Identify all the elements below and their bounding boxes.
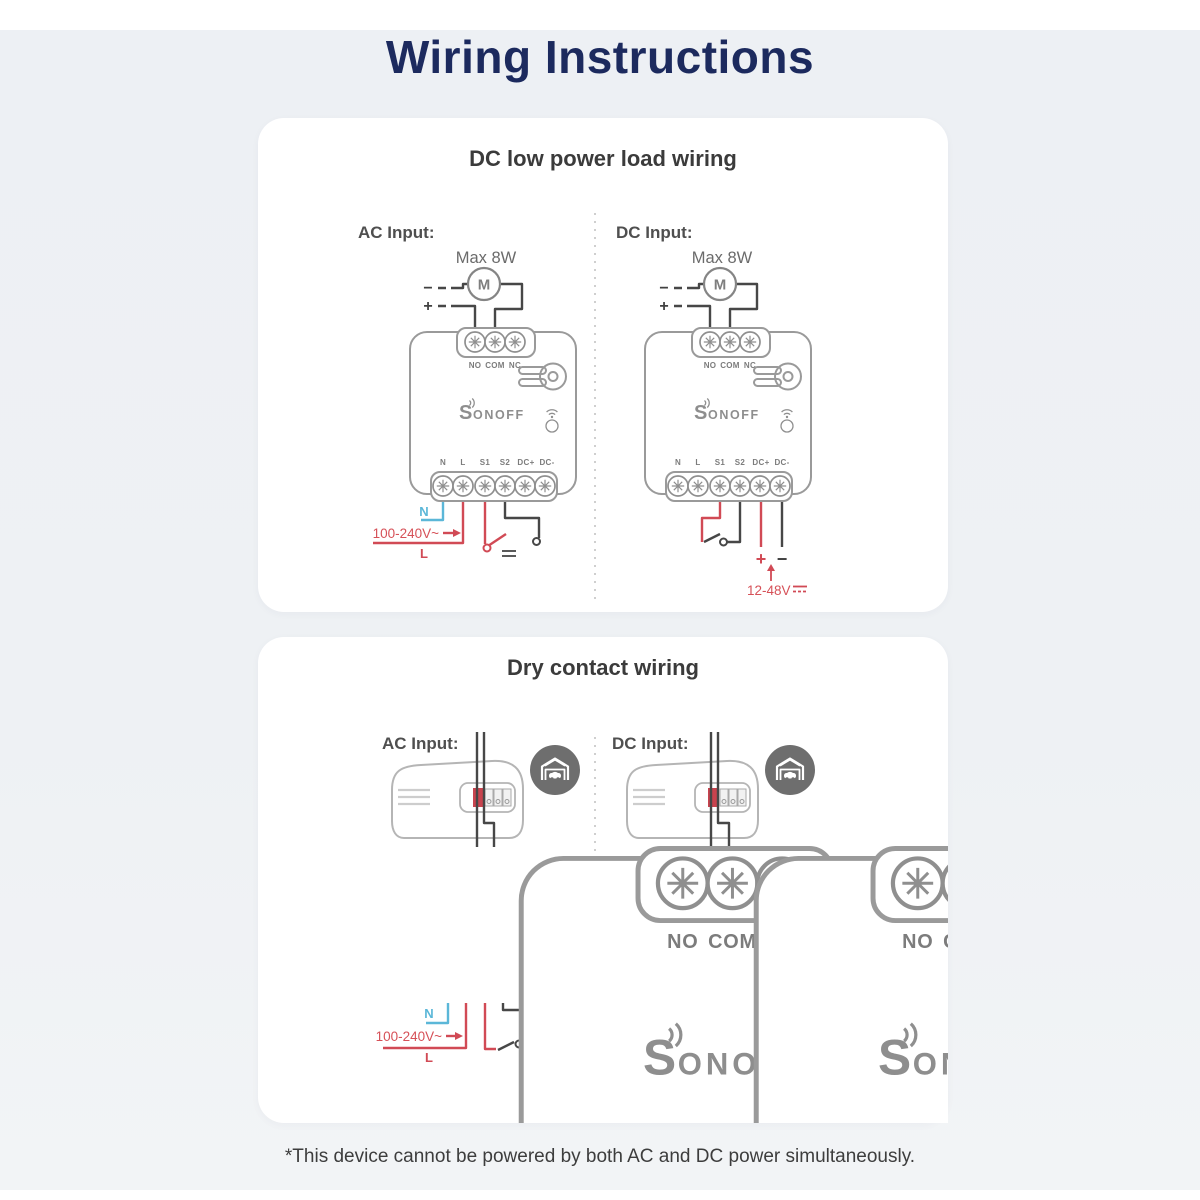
card2-title: Dry contact wiring: [507, 655, 699, 680]
ac-input-label: AC Input:: [382, 734, 459, 753]
minus-symbol: −: [423, 280, 433, 297]
plus-symbol: +: [659, 298, 669, 315]
switch-symbol: [484, 500, 541, 556]
ac-voltage-label: 100-240V~: [375, 1029, 442, 1044]
card1-diagram: [258, 118, 948, 612]
garage-opener-ac: [392, 761, 523, 838]
dashed-input-stubs: [674, 288, 692, 306]
garage-door-icon: [530, 745, 580, 795]
live-label: L: [425, 1050, 433, 1065]
dc-plus-symbol: +: [755, 549, 767, 569]
card-dc-low-power-load: [258, 118, 948, 612]
card1-title: DC low power load wiring: [469, 146, 737, 171]
motor-symbol: [704, 268, 736, 300]
ac-arrow-head: [455, 1032, 463, 1040]
sonoff-device-ac: [410, 328, 576, 501]
sonoff-device-dc: [645, 328, 811, 501]
minus-symbol: −: [659, 280, 669, 297]
ac-input-label: AC Input:: [358, 223, 435, 242]
dc-voltage-label: 12-48V: [747, 583, 791, 598]
ac-voltage-label: 100-240V~: [372, 526, 439, 541]
bottom-white-strip: [0, 1190, 1200, 1200]
dc-input-label: DC Input:: [612, 734, 689, 753]
motor-symbol: [468, 268, 500, 300]
neutral-label: N: [424, 1006, 434, 1021]
card-dry-contact: [258, 637, 948, 1123]
card2-diagram: [258, 637, 948, 1123]
dc-input-label: DC Input:: [616, 223, 693, 242]
max-load-label: Max 8W: [691, 249, 753, 267]
top-white-strip: [0, 0, 1200, 30]
footnote: *This device cannot be powered by both AC and DC power simultaneously.: [284, 1146, 916, 1167]
dashed-input-stubs: [438, 288, 456, 306]
dc-arrow-head: [767, 564, 775, 571]
svg-text:M: M: [477, 276, 491, 294]
garage-door-icon: [765, 745, 815, 795]
switch-symbol: [702, 502, 740, 546]
max-load-label: Max 8W: [455, 249, 517, 267]
sonoff-device-dc: [756, 848, 948, 1123]
neutral-label: N: [419, 504, 429, 519]
ac-arrow-head: [453, 529, 461, 537]
plus-symbol: +: [423, 298, 433, 315]
wire-minus-to-motor: [692, 284, 704, 288]
garage-opener-dc: [627, 761, 758, 838]
page-title: Wiring Instructions: [385, 31, 815, 83]
live-label: L: [420, 546, 428, 561]
wire-minus-to-motor: [456, 284, 468, 288]
switch-symbol: [485, 1003, 523, 1050]
dc-minus-symbol: −: [776, 549, 788, 569]
svg-text:M: M: [713, 276, 727, 294]
